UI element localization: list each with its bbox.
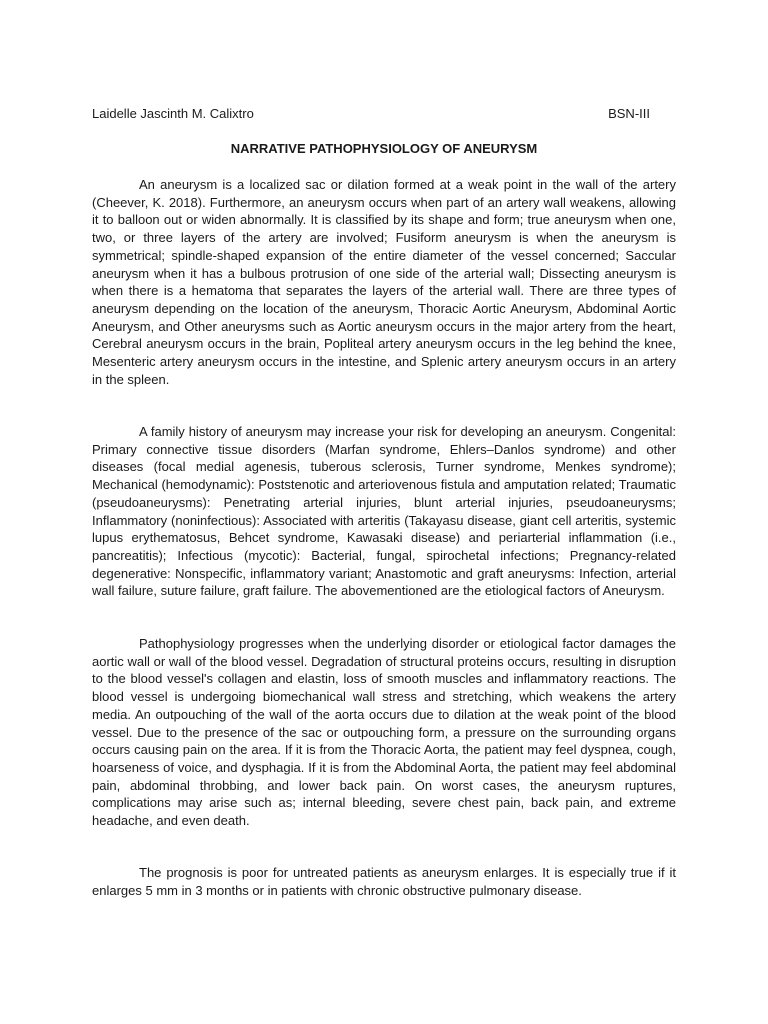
paragraph-prognosis: The prognosis is poor for untreated patients as aneurysm enlarges. It is especially true if it enlarges 5 mm in 3 months or in patients with chronic obstructive pulmonary disease. — [92, 865, 676, 898]
paragraph-etiology: A family history of aneurysm may increase your risk for developing an aneurysm. Congenital: Primary connective tissue disorders (Marfan syndrome, Ehlers–Danlos syndrome) and other diseases (focal medial agenesis, tuberous sclerosis, Turner syndrome, Menkes syndrome); Mechanical (hemodynamic): Poststenotic and arteriovenous fistula and amputation related; Traumatic (pseudoaneurysms): Penetrating arterial injuries, blunt arterial injuries, pseudoaneurysms; Inflammatory (noninfectious): Associated with arteritis (Takayasu disease, giant cell arteritis, systemic lupus erythematosus, Behcet syndrome, Kawasaki disease) and periarterial inflammation (i.e., pancreatitis); Infectious (mycotic): Bacterial, fungal, spirochetal infections; Pregnancy-related degenerative: Nonspecific, inflammatory variant; Anastomotic and graft aneurysms: Infection, arterial wall failure, suture failure, graft failure. The abovementioned are the etiological factors of Aneurysm. — [92, 424, 676, 599]
author-name: Laidelle Jascinth M. Calixtro — [92, 106, 254, 121]
paragraph-pathophysiology: Pathophysiology progresses when the underlying disorder or etiological factor damages the aortic wall or wall of the blood vessel. Degradation of structural proteins occurs, resulting in disruption to the blood vessel's collagen and elastin, loss of smooth muscles and inflammatory reactions. The blood vessel is undergoing biomechanical wall stress and stretching, which weakens the artery media. An outpouching of the wall of the aorta occurs due to dilation at the weak point of the blood vessel. Due to the presence of the sac or outpouching form, a pressure on the surrounding organs occurs causing pain on the area. If it is from the Thoracic Aorta, the patient may feel dyspnea, cough, hoarseness of voice, and dysphagia. If it is from the Abdominal Aorta, the patient may feel abdominal pain, abdominal throbbing, and lower back pain. On worst cases, the aneurysm ruptures, complications may arise such as; internal bleeding, severe chest pain, back pain, and extreme headache, and even death. — [92, 636, 676, 829]
paragraph-definition: An aneurysm is a localized sac or dilation formed at a weak point in the wall of the artery (Cheever, K. 2018). Furthermore, an aneurysm occurs when part of an artery wall weakens, allowing it to balloon out or widen abnormally. It is classified by its shape and form; true aneurysm when one, two, or three layers of the artery are involved; Fusiform aneurysm is when the aneurysm is symmetrical; spindle-shaped expansion of the entire diameter of the vessel concerned; Saccular aneurysm when it has a bulbous protrusion of one side of the arterial wall; Dissecting aneurysm is when there is a hematoma that separates the layers of the arterial wall. There are three types of aneurysm depending on the location of the aneurysm, Thoracic Aortic Aneurysm, Abdominal Aortic Aneurysm, and Other aneurysms such as Aortic aneurysm occurs in the major artery from the heart, Cerebral aneurysm occurs in the brain, Popliteal artery aneurysm occurs in the leg behind the knee, Mesenteric artery aneurysm occurs in the intestine, and Splenic artery aneurysm occurs in an artery in the spleen. — [92, 177, 676, 387]
course-label: BSN-III — [608, 106, 650, 121]
document-title: NARRATIVE PATHOPHYSIOLOGY OF ANEURYSM — [230, 141, 538, 156]
